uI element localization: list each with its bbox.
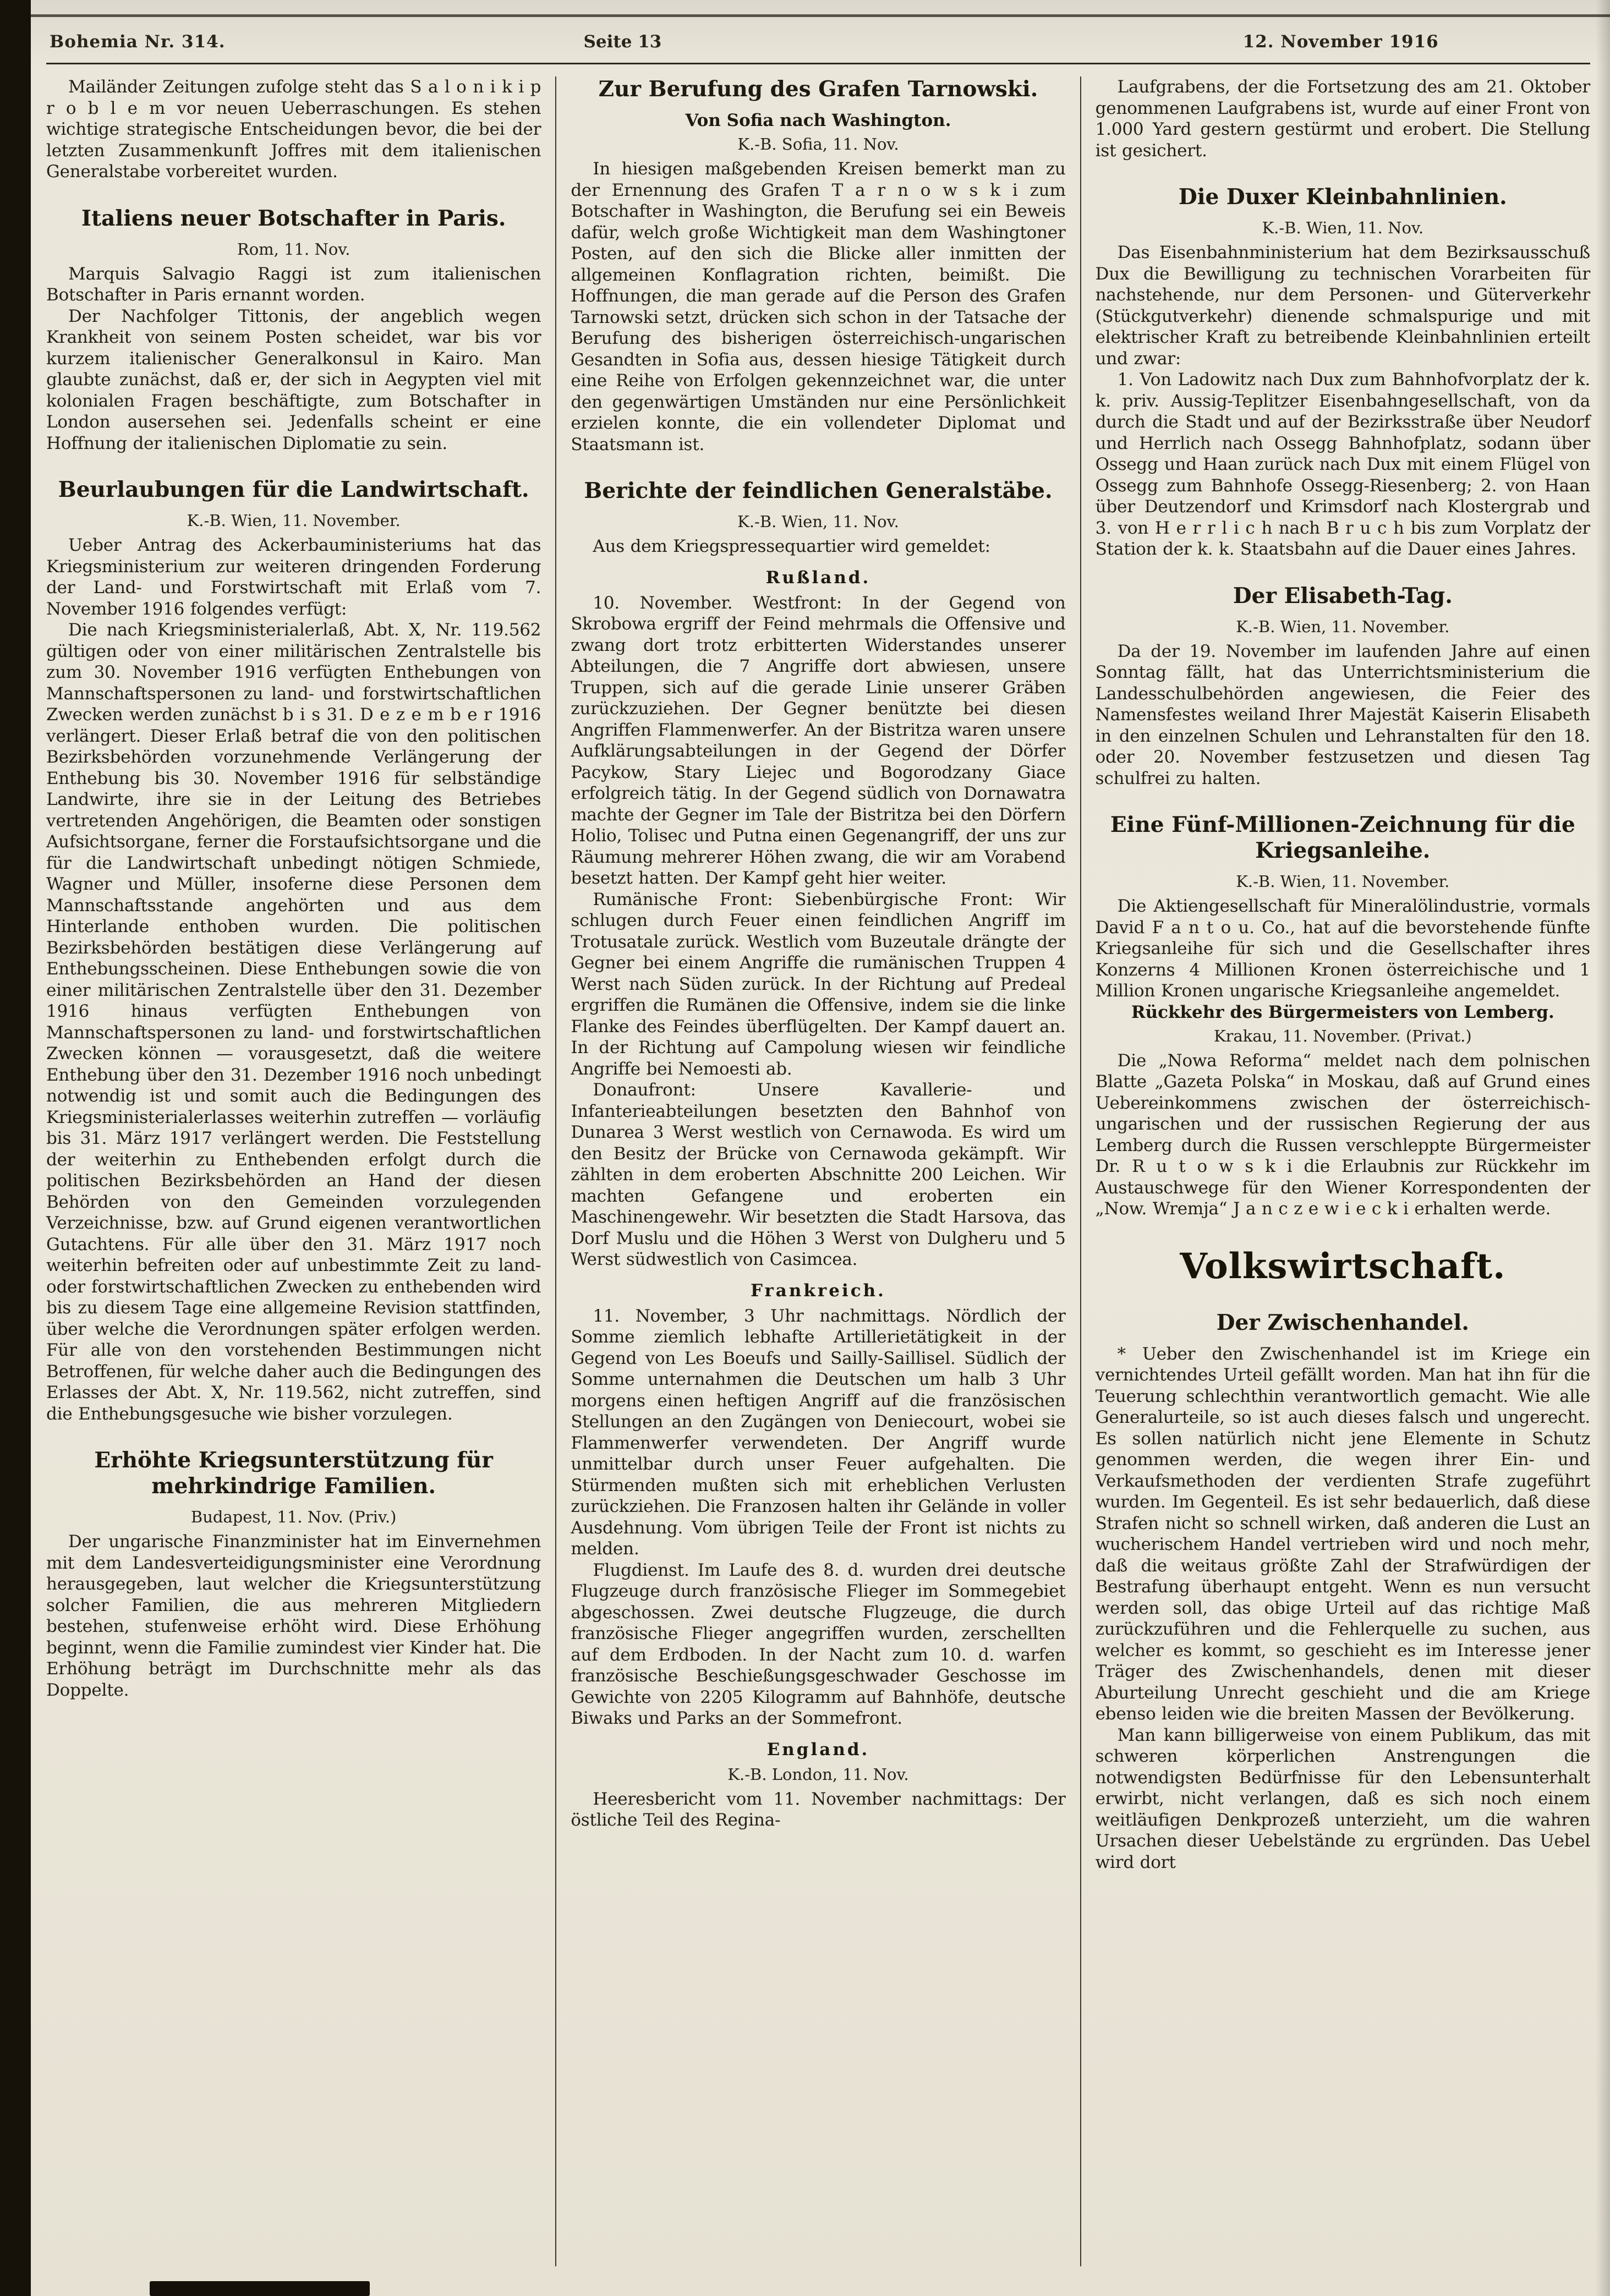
dateline: K.-B. Wien, 11. November. <box>1236 617 1450 636</box>
column-divider <box>1080 76 1081 2266</box>
article-title: Beurlaubungen für die Landwirtschaft. <box>58 477 529 502</box>
article-subtitle: Rückkehr des Bürgermeisters von Lemberg. <box>1131 1002 1554 1022</box>
dateline: Krakau, 11. November. (Privat.) <box>1213 1026 1472 1045</box>
masthead-issue-number: Bohemia Nr. 314. <box>50 32 226 52</box>
columns-container <box>46 76 1590 2266</box>
printed-area <box>46 32 1590 2266</box>
article-paragraph: Donaufront: Unsere Kavallerie- und Infanterieabteilungen besetzten den Bahnhof von Dunarea 3 Werst westlich von Cernawoda. Es wird um den Besitz der Brücke von Cernawoda gekämpft. Wir zählten in dem eroberten Abschnitte 200 Leichen. Wir machten Gefangene und eroberten ein Maschinengewehr. Wir besetzten die Stadt Harsova, das Dorf Muslu und die Höhen 3 Werst von Dulgheru und 5 Werst südwestlich von Casimcea. <box>571 1080 1066 1269</box>
article-title: Der Elisabeth-Tag. <box>1233 583 1453 609</box>
subsection-label: England. <box>766 1739 870 1760</box>
article-title: Zur Berufung des Grafen Tarnowski. <box>598 76 1038 102</box>
masthead <box>46 32 1590 57</box>
scan-smudge <box>150 2281 370 2296</box>
article-paragraph: * Ueber den Zwischenhandel ist im Kriege ein vernichtendes Urteil gefällt worden. Man hat ihn für die Teuerung schlechthin verantwortlich gemacht. Wie alle Generalurteile, so ist auch dieses falsch und ungerecht. Es sollen natürlich nicht jene Elemente in Schutz genommen werden, die wegen ihrer Ein- und Verkaufsmethoden der verdienten Strafe zugeführt wurden. Im Gegenteil. Es ist sehr bedauerlich, daß diese Strafen nicht so schnell wirken, daß anderen die Lust an wucherischem Handel vertrieben wird und noch mehr, daß die weitaus größte Zahl der Strafwürdigen der Bestrafung überhaupt entgeht. Wenn es nun versucht werden soll, das obige Urteil auf das richtige Maß zurückzuführen und die Fehlerquelle zu suchen, aus welcher es kommt, so geschieht es im Interesse jener Träger des Zwischenhandels, denen mit dieser Aburteilung Unrecht geschieht und die am Kriege ebenso leiden wie die breiten Massen der Bevölkerung. <box>1095 1344 1590 1724</box>
article-paragraph: Mailänder Zeitungen zufolge steht das S a l o n i k i p r o b l e m vor neuen Ueberraschungen. Es stehen wichtige strategische Entscheidungen bevor, die bei der letzten Zusammenkunft Joffres mit dem italienischen Generalstabe vorbereitet wurden. <box>46 77 541 182</box>
article-title: Die Duxer Kleinbahnlinien. <box>1178 184 1507 210</box>
column-divider <box>555 76 556 2266</box>
dateline: K.-B. Wien, 11. November. <box>187 511 401 530</box>
article-paragraph: 1. Von Ladowitz nach Dux zum Bahnhofvorplatz der k. k. priv. Aussig-Teplitzer Eisenbahngesellschaft, von da durch die Stadt und auf der Bezirksstraße über Neudorf und Herrlich nach Ossegg Bahnhofplatz, sodann über Ossegg und Haan zurück nach Dux mit einem Flügel von Ossegg zum Bahnhofe Ossegg-Riesenberg; 2. von Haan über Deutzendorf und Krimsdorf nach Klostergrab und 3. von H e r r l i c h nach B r u c h bis zum Vorplatz der Station der k. k. Staatsbahn auf die Dauer eines Jahres. <box>1095 370 1590 559</box>
article-paragraph: Heeresbericht vom 11. November nachmittags: Der östliche Teil des Regina- <box>571 1789 1066 1830</box>
article-title: Eine Fünf-Millionen-Zeichnung für die Kriegsanleihe. <box>1110 812 1575 863</box>
article-paragraph: 11. November, 3 Uhr nachmittags. Nördlich der Somme ziemlich lebhafte Artillerietätigkeit in der Gegend von Les Boeufs und Sailly-Saillisel. Südlich der Somme unternahmen die Deutschen um halb 3 Uhr morgens einen heftigen Angriff auf die französischen Stellungen an den Zugängen von Deniecourt, wobei sie Flammenwerfer verwendeten. Der Angriff wurde unmittelbar durch unser Feuer aufgehalten. Die Stürmenden mußten sich mit erheblichen Verlusten zurückziehen. Die Franzosen halten ihr Gelände in voller Ausdehnung. Vom übrigen Teile der Front ist nichts zu melden. <box>571 1306 1066 1559</box>
article-paragraph: 10. November. Westfront: In der Gegend von Skrobowa ergriff der Feind mehrmals die Offensive und zwang dort trotz erbitterten Widerstandes unserer Abteilungen, die 7 Angriffe dort abwiesen, unsere Truppen, sich auf die gerade Linie unserer Gräben zurückzuziehen. Der Gegner benützte bei diesen Angriffen Flammenwerfer. An der Bistritza waren unsere Aufklärungsabteilungen in der Gegend der Dörfer Pacykow, Stary Liejec und Bogorodzany Giace erfolgreich tätig. In der Gegend südlich von Dornawatra machte der Gegner im Tale der Bistritza bei den Dörfern Holio, Tolisec und Putna einen Gegenangriff, der uns zur Räumung mehrerer Höhen zwang, die wir am Vorabend besetzt hatten. Der Kampf geht hier weiter. <box>571 593 1066 888</box>
article-paragraph: Das Eisenbahnministerium hat dem Bezirksausschuß Dux die Bewilligung zu technischen Vorarbeiten für nachstehende, nur dem Personen- und Güterverkehr (Stückgutverkehr) dienende schmalspurige und mit elektrischer Kraft zu betreibende Kleinbahnlinien erteilt und zwar: <box>1095 243 1590 369</box>
scan-edge-top <box>31 14 1610 17</box>
newspaper-column-2 <box>571 76 1065 2266</box>
dateline: Rom, 11. Nov. <box>237 239 351 259</box>
article-paragraph: Ueber Antrag des Ackerbauministeriums hat das Kriegsministerium zur weiteren dringenden Forderung der Land- und Forstwirtschaft mit Erlaß vom 7. November 1916 folgendes verfügt: <box>46 535 541 619</box>
dateline: K.-B. Sofia, 11. Nov. <box>737 135 899 154</box>
article-title: Der Zwischenhandel. <box>1216 1309 1469 1335</box>
article-paragraph: Marquis Salvagio Raggi ist zum italienischen Botschafter in Paris ernannt worden. <box>46 264 541 305</box>
article-paragraph: Die „Nowa Reforma“ meldet nach dem polnischen Blatte „Gazeta Polska“ in Moskau, daß auf Grund eines Uebereinkommens zwischen der österreichisch-ungarischen und der russischen Regierung der aus Lemberg durch die Russen verschleppte Bürgermeister Dr. R u t o w s k i die Erlaubnis zur Rückkehr im Austauschwege für den Wiener Korrespondenten der „Now. Wremja“ J a n c z e w i e c k i erhalten werde. <box>1095 1050 1590 1219</box>
article-paragraph: Da der 19. November im laufenden Jahre auf einen Sonntag fällt, hat das Unterrichtsministerium die Landesschulbehörden angewiesen, die Feier des Namensfestes weiland Ihrer Majestät Kaiserin Elisabeth in den einzelnen Schulen und Lehranstalten für den 18. oder 20. November festzusetzen und diesen Tag schulfrei zu halten. <box>1095 641 1590 788</box>
dateline: K.-B. Wien, 11. Nov. <box>737 512 899 531</box>
article-paragraph: Der ungarische Finanzminister hat im Einvernehmen mit dem Landesverteidigungsminister eine Verordnung herausgegeben, laut welcher die Kriegsunterstützung solcher Familien, die aus mehreren Mitgliedern bestehen, stufenweise erhöht wird. Diese Erhöhung beginnt, wenn die Familie zumindest vier Kinder hat. Die Erhöhung beträgt im Durchschnitte mehr als das Doppelte. <box>46 1532 541 1700</box>
subsection-label: Frankreich. <box>751 1280 886 1301</box>
subsection-label: Rußland. <box>765 567 871 588</box>
dateline: K.-B. Wien, 11. Nov. <box>1262 218 1424 237</box>
article-title: Berichte der feindlichen Generalstäbe. <box>584 478 1053 503</box>
scan-edge-right <box>1596 0 1610 2296</box>
masthead-date: 12. November 1916 <box>1242 32 1439 52</box>
scan-edge-left <box>0 0 31 2296</box>
article-subtitle: Von Sofia nach Washington. <box>685 111 951 130</box>
article-paragraph: Aus dem Kriegspressequartier wird gemeldet: <box>593 536 990 556</box>
article-paragraph: Rumänische Front: Siebenbürgische Front: Wir schlugen durch Feuer einen feindlichen Angriff im Trotusatale zurück. Westlich vom Buzeutale drängte der Gegner bei einem Angriffe die rumänischen Truppen 4 Werst nach Süden zurück. In der Richtung auf Predeal ergriffen die Rumänen die Offensive, indem sie die linke Flanke des Feindes überflügelten. Der Kampf dauert an. In der Richtung auf Campolung wiesen wir feindliche Angriffe bei Nemoesti ab. <box>571 889 1066 1079</box>
newspaper-column-1 <box>46 76 541 2266</box>
article-paragraph: Der Nachfolger Tittonis, der angeblich wegen Krankheit von seinem Posten scheidet, war bis vor kurzem italienischer Generalkonsul in Kairo. Man glaubte zunächst, daß er, der sich in Aegypten viel mit kolonialen Fragen beschäftigte, zum Botschafter in London ausersehen sei. Jedenfalls scheint er eine Hoffnung der italienischen Diplomatie zu sein. <box>46 306 541 453</box>
article-paragraph: Die Aktiengesellschaft für Mineralölindustrie, vormals David F a n t o u. Co., hat auf die bevorstehende fünfte Kriegsanleihe für sich und die Gesellschafter ihres Konzerns 4 Millionen Kronen österreichische und 1 Million Kronen ungarische Kriegsanleihe angemeldet. <box>1095 896 1590 1001</box>
article-paragraph: Flugdienst. Im Laufe des 8. d. wurden drei deutsche Flugzeuge durch französische Flieger im Sommegebiet abgeschossen. Zwei deutsche Flugzeuge, die durch französische Flieger angegriffen wurden, zerschellten auf dem Erdboden. In der Nacht zum 10. d. warfen französische Beschießungsgeschwader Geschosse im Gewichte von 2205 Kilogramm auf Bahnhöfe, deutsche Biwaks und Parks an der Sommefront. <box>571 1560 1066 1728</box>
dateline: Budapest, 11. Nov. (Priv.) <box>190 1508 397 1526</box>
dateline: K.-B. London, 11. Nov. <box>727 1765 909 1784</box>
article-paragraph: In hiesigen maßgebenden Kreisen bemerkt man zu der Ernennung des Grafen T a r n o w s k i zum Botschafter in Washington, die Berufung sei ein Beweis dafür, welch große Wichtigkeit man dem Washingtoner Posten, auf den sich die Blicke aller inmitten der allgemeinen Konflagration richten, beimißt. Die Hoffnungen, die man gerade auf die Person des Grafen Tarnowski setzt, drücken sich schon in der Tatsache der Berufung des bisherigen österreichisch-ungarischen Gesandten in Sofia aus, dessen hiesige Tätigkeit durch eine Reihe von Erfolgen gekennzeichnet war, die unter den gegenwärtigen Umständen nur eine Persönlichkeit erzielen konnte, die ein vollendeter Diplomat und Staatsmann ist. <box>571 159 1066 454</box>
article-title: Erhöhte Kriegsunterstützung für mehrkindrige Familien. <box>94 1448 493 1499</box>
article-title: Italiens neuer Botschafter in Paris. <box>81 205 506 231</box>
masthead-page-number: Seite 13 <box>583 32 662 52</box>
section-title: Volkswirtschaft. <box>1180 1245 1506 1287</box>
newspaper-column-3 <box>1096 76 1590 2266</box>
masthead-rule <box>46 63 1590 64</box>
article-paragraph: Die nach Kriegsministerialerlaß, Abt. X, Nr. 119.562 gültigen oder von einer militärischen Zentralstelle bis zum 30. November 1916 verfügten Enthebungen von Mannschaftspersonen zu land- und forstwirtschaftlichen Zwecken werden zunächst b i s 31. D e z e m b e r 1916 verlängert. Dieser Erlaß betraf die von den politischen Bezirksbehörden vorzunehmende Verlängerung der Enthebung bis 30. November 1916 für selbständige Landwirte, ihre sie in der Leitung des Betriebes vertretenden Angehörigen, die Beamten oder sonstigen Aufsichtsorgane, ferner die Forstaufsichtsorgane und die für die Landwirtschaft unbedingt nötigen Schmiede, Wagner und Müller, insoferne diese Personen dem Mannschaftsstande angehörten und aus dem Hinterlande enthoben wurden. Die politischen Bezirksbehörden bestätigen diese Verlängerung auf Enthebungsscheinen. Diese Enthebungen sowie die von einer militärischen Zentralstelle über den 31. Dezember 1916 hinaus verfügten Enthebungen von Mannschaftspersonen zu land- und forstwirtschaftlichen Zwecken können — vorausgesetzt, daß die weitere Enthebung über den 31. Dezember 1916 noch unbedingt notwendig ist und somit auch die Bedingungen des Kriegsministerialerlasses weiterhin zutreffen — vorläufig bis 31. März 1917 verlängert werden. Die Feststellung der weiterhin zu Enthebenden erfolgt durch die politischen Bezirksbehörden an Hand der diesen Behörden von den Gemeinden vorzulegenden Verzeichnisse, bzw. auf Grund eigenen verantwortlichen Gutachtens. Für alle über den 31. März 1917 noch weiterhin befreiten oder auf unbestimmte Zeit zu land- oder forstwirtschaftlichen Zwecken zu enthebenden wird bis zu diesem Tage eine allgemeine Revision stattfinden, über welche die Verordnungen später erfolgen werden. Für alle von den vorstehenden Bestimmungen nicht Betroffenen, für welche daher auch die Bedingungen des Erlasses der Abt. X, Nr. 119.562, nicht zutreffen, sind die Enthebungsgesuche wie bisher vorzulegen. <box>46 620 541 1424</box>
article-paragraph: Laufgrabens, der die Fortsetzung des am 21. Oktober genommenen Laufgrabens ist, wurde auf einer Front von 1.000 Yard gestern gestürmt und erobert. Die Stellung ist gesichert. <box>1095 77 1590 161</box>
dateline: K.-B. Wien, 11. November. <box>1236 872 1450 891</box>
article-paragraph: Man kann billigerweise von einem Publikum, das mit schweren körperlichen Anstrengungen die notwendigsten Bedürfnisse für den Lebensunterhalt erwirbt, nicht verlangen, daß es sich noch einem weitläufigen Denkprozeß unterzieht, um die wahren Ursachen dieser Uebelstände zu ergründen. Das Uebel wird dort <box>1095 1725 1590 1872</box>
